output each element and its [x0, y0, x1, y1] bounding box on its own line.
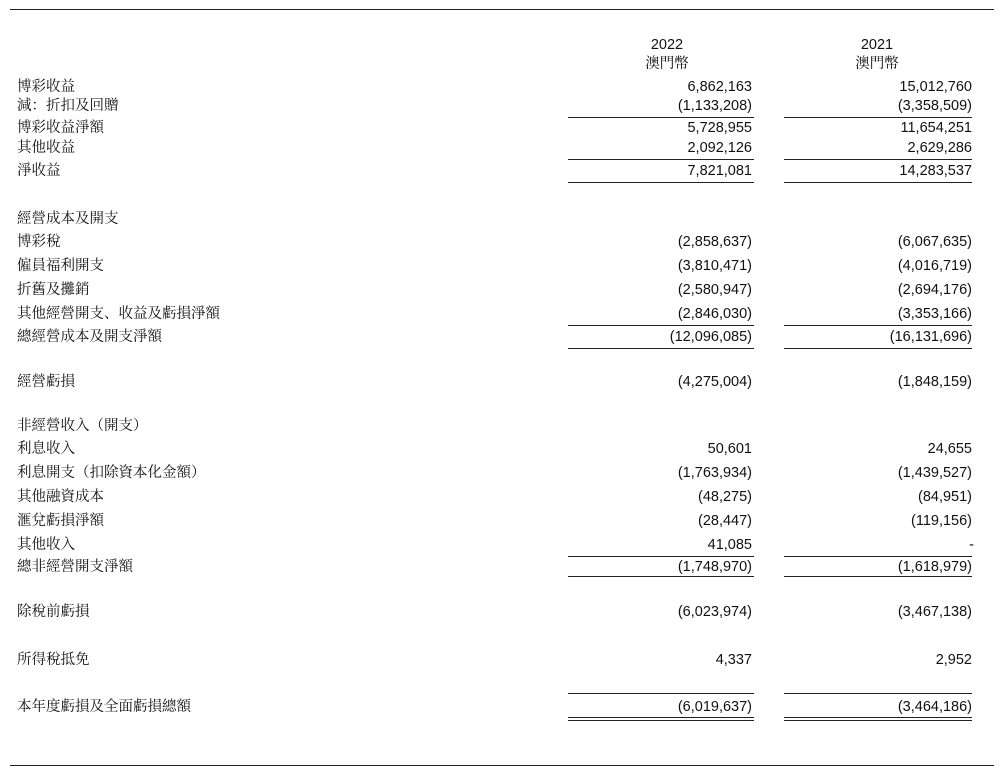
row-label: 僱員福利開支 [17, 258, 104, 274]
value-2022: (1,748,970) [677, 559, 752, 575]
total-rule [568, 348, 754, 349]
table-row-other-revenue [0, 139, 1004, 157]
row-label: 非經營收入（開支） [17, 418, 148, 434]
value-2022: (2,846,030) [677, 306, 752, 322]
row-label: 經營成本及開支 [17, 211, 119, 227]
value-2022: (2,858,637) [677, 234, 752, 250]
table-row-interest-expense [0, 464, 1004, 482]
table-row-fx-loss [0, 512, 1004, 530]
value-2022: (1,763,934) [677, 465, 752, 481]
table-row-other-finance-costs [0, 488, 1004, 506]
currency-label: 澳門幣 [645, 56, 689, 72]
row-label: 博彩稅 [17, 234, 61, 250]
subtotal-rule [568, 556, 754, 557]
value-2021: 15,012,760 [899, 79, 972, 95]
column-header-2021 [822, 36, 932, 74]
value-2021: 2,952 [935, 652, 972, 668]
value-2021: 11,654,251 [900, 120, 972, 136]
value-2022: (48,275) [697, 489, 752, 505]
section-heading-non-operating [0, 417, 1004, 435]
subtotal-rule [784, 159, 972, 160]
row-label: 淨收益 [17, 163, 61, 179]
subtotal-rule [568, 159, 754, 160]
table-row-gaming-tax [0, 233, 1004, 251]
value-2021: (1,848,159) [897, 374, 972, 390]
row-label: 其他經營開支、收益及虧損淨額 [17, 306, 220, 322]
value-2021: (3,353,166) [897, 306, 972, 322]
value-2022: 41,085 [707, 537, 752, 553]
row-label: 折舊及攤銷 [17, 282, 90, 298]
table-row-depreciation [0, 281, 1004, 299]
value-2021: (16,131,696) [889, 329, 972, 345]
subtotal-rule [568, 117, 754, 118]
table-row-loss-before-tax [0, 603, 1004, 621]
value-2022: (3,810,471) [677, 258, 752, 274]
value-2021: (3,358,509) [897, 98, 972, 114]
table-row-interest-income [0, 440, 1004, 458]
row-label: 利息開支（扣除資本化金額） [17, 465, 206, 481]
page-bottom-rule [10, 765, 994, 766]
value-2021: 24,655 [927, 441, 972, 457]
row-label: 本年度虧損及全面虧損總額 [17, 699, 191, 715]
double-rule-lower [784, 720, 972, 721]
value-2022: (12,096,085) [669, 329, 752, 345]
value-2022: 2,092,126 [687, 140, 752, 156]
table-row-operating-loss [0, 373, 1004, 391]
value-2022: 5,728,955 [687, 120, 752, 136]
page-top-rule [10, 9, 994, 10]
total-rule [784, 576, 972, 577]
row-label: 所得稅抵免 [17, 652, 90, 668]
value-2021: (6,067,635) [897, 234, 972, 250]
row-label: 總經營成本及開支淨額 [17, 329, 162, 345]
row-label: 博彩收益 [17, 79, 75, 95]
value-2022: (28,447) [697, 513, 752, 529]
value-2021: (4,016,719) [897, 258, 972, 274]
row-label: 總非經營開支淨額 [17, 559, 133, 575]
row-label: 利息收入 [17, 441, 75, 457]
table-row-net-gaming-revenue [0, 119, 1004, 137]
value-2021: - [969, 537, 974, 553]
value-2021: (3,467,138) [897, 604, 972, 620]
row-label: 滙兌虧損淨額 [17, 513, 104, 529]
table-row-net-revenue [0, 162, 1004, 180]
total-rule [568, 182, 754, 183]
row-label: 其他收入 [17, 537, 75, 553]
value-2022: (6,019,637) [677, 699, 752, 715]
value-2021: 2,629,286 [907, 140, 972, 156]
table-row-gaming-revenue [0, 78, 1004, 96]
value-2021: (84,951) [917, 489, 972, 505]
value-2022: (2,580,947) [677, 282, 752, 298]
value-2021: (119,156) [911, 513, 972, 529]
value-2022: 6,862,163 [687, 79, 752, 95]
table-row-employee-benefits [0, 257, 1004, 275]
row-label: 其他收益 [17, 140, 75, 156]
table-row-other-income [0, 536, 1004, 554]
subtotal-rule [784, 325, 972, 326]
total-rule [568, 576, 754, 577]
double-rule-lower [568, 720, 754, 721]
row-label: 經營虧損 [17, 374, 75, 390]
subtotal-rule [568, 693, 754, 694]
row-label: 博彩收益淨額 [17, 120, 104, 136]
value-2022: (4,275,004) [677, 374, 752, 390]
table-row-income-tax-credit [0, 651, 1004, 669]
table-row-total-comprehensive-loss [0, 698, 1004, 716]
value-2022: (1,133,208) [677, 98, 752, 114]
value-2021: 14,283,537 [899, 163, 972, 179]
table-row-total-non-operating [0, 558, 1004, 576]
subtotal-rule [784, 556, 972, 557]
table-row-discounts [0, 97, 1004, 115]
value-2022: 4,337 [715, 652, 752, 668]
subtotal-rule [568, 325, 754, 326]
value-2021: (1,618,979) [897, 559, 972, 575]
value-2022: (6,023,974) [677, 604, 752, 620]
row-label: 減：折扣及回贈 [17, 98, 119, 114]
value-2021: (3,464,186) [897, 699, 972, 715]
currency-label: 澳門幣 [855, 56, 899, 72]
column-header-2022 [612, 36, 722, 74]
subtotal-rule [784, 117, 972, 118]
table-row-total-operating-costs [0, 328, 1004, 346]
value-2022: 50,601 [707, 441, 752, 457]
table-row-other-operating [0, 305, 1004, 323]
subtotal-rule [784, 693, 972, 694]
value-2021: (2,694,176) [897, 282, 972, 298]
double-rule-upper [784, 717, 972, 718]
total-rule [784, 182, 972, 183]
value-2022: 7,821,081 [687, 163, 752, 179]
year-label: 2021 [860, 37, 894, 53]
value-2021: (1,439,527) [897, 465, 972, 481]
row-label: 除稅前虧損 [17, 604, 90, 620]
section-heading-operating-costs [0, 210, 1004, 228]
row-label: 其他融資成本 [17, 489, 104, 505]
year-label: 2022 [650, 37, 684, 53]
total-rule [784, 348, 972, 349]
double-rule-upper [568, 717, 754, 718]
